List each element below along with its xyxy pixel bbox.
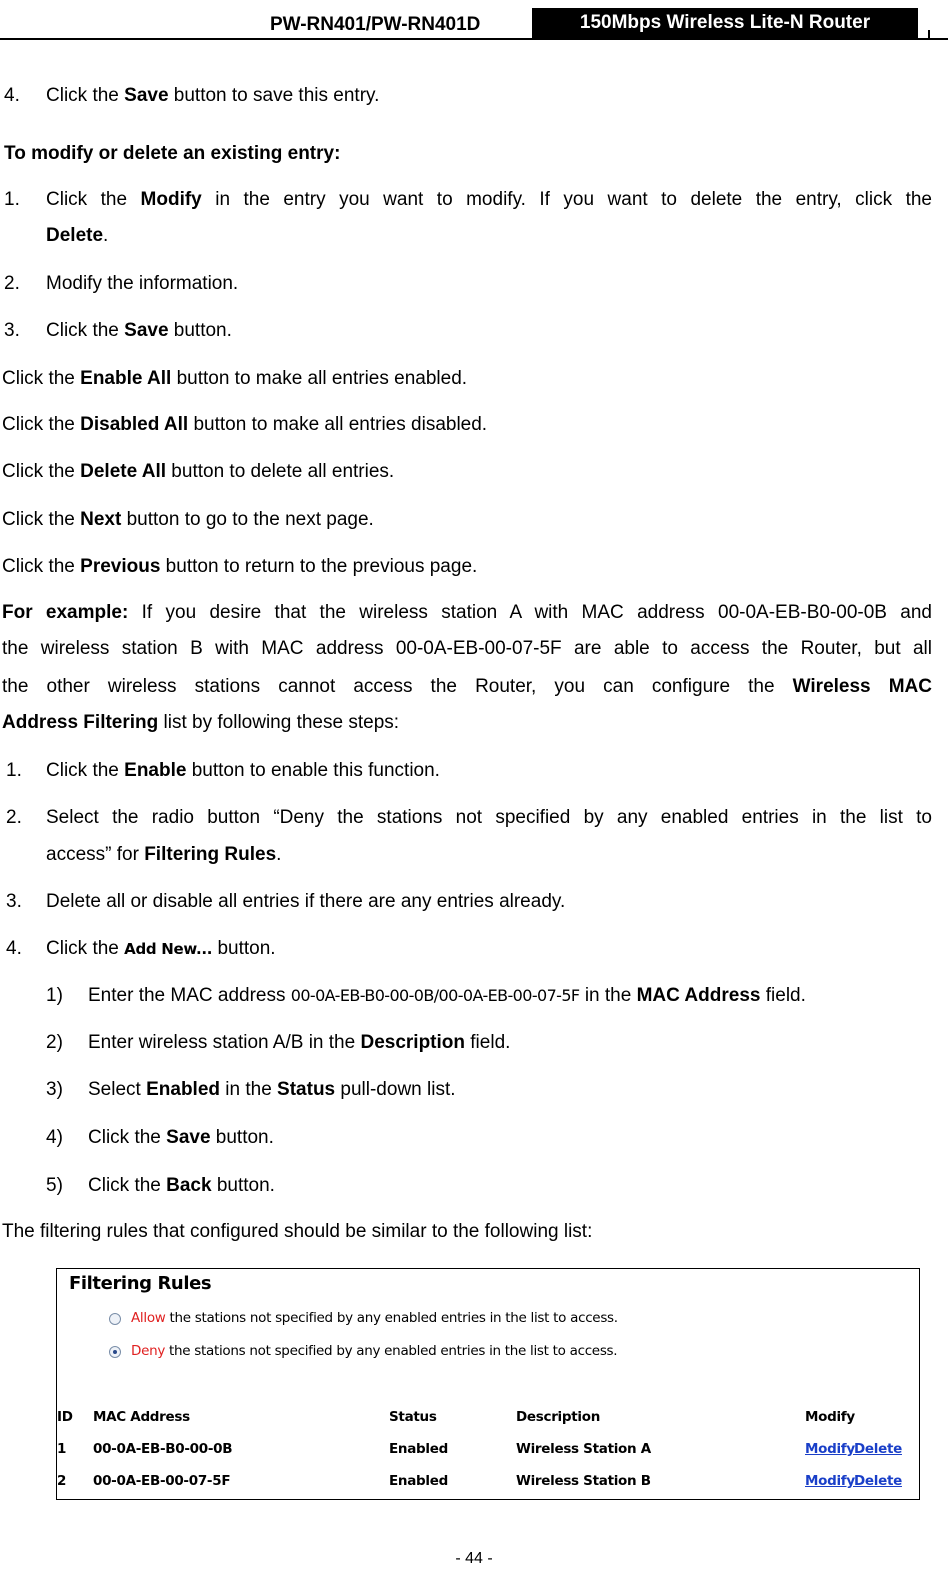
modify-step-3-text: Click the Save button.: [46, 320, 232, 341]
substep-3-number: 3): [46, 1079, 63, 1100]
substep-5-number: 5): [46, 1175, 63, 1196]
step-4b-text: Click the Add New... button.: [46, 938, 276, 959]
substep-2-text: Enter wireless station A/B in the Description field.: [88, 1032, 511, 1053]
deny-radio[interactable]: [109, 1346, 121, 1358]
header-model: PW-RN401/PW-RN401D: [270, 14, 481, 35]
row-2-id: 2: [57, 1473, 67, 1489]
filtering-rules-screenshot: [56, 1268, 920, 1500]
step-3-number: 3.: [6, 891, 22, 912]
modify-step-3-number: 3.: [4, 320, 20, 341]
substep-4-text: Click the Save button.: [88, 1127, 274, 1148]
step-1-number: 1.: [6, 760, 22, 781]
allow-radio[interactable]: [109, 1313, 121, 1325]
modify-step-1-line-1: Click the Modify in the entry you want to modify. If you want to delete the entry, click the: [46, 189, 932, 210]
substep-5-text: Click the Back button.: [88, 1175, 275, 1196]
step-4-text: Click the Save button to save this entry.: [46, 85, 380, 106]
page-header: [0, 8, 948, 40]
step-2-line-1: Select the radio button “Deny the stations not specified by any enabled entries in the list to: [46, 807, 932, 828]
final-sentence: The filtering rules that configured should be similar to the following list:: [2, 1221, 593, 1242]
header-rule: [0, 38, 948, 40]
row-2-description: Wireless Station B: [516, 1473, 651, 1489]
example-line-4: Address Filtering list by following these steps:: [2, 712, 400, 733]
row-2-modify-link[interactable]: Modify: [805, 1473, 855, 1489]
example-line-2: the wireless station B with MAC address 00-0A-EB-00-07-5F are able to access the Router, but all: [2, 638, 932, 659]
substep-1-number: 1): [46, 985, 63, 1006]
row-2-delete-link[interactable]: Delete: [854, 1473, 902, 1489]
deny-rule-text: Deny the stations not specified by any enabled entries in the list to access.: [131, 1343, 618, 1359]
filtering-rules-title: Filtering Rules: [69, 1273, 212, 1294]
disabled-all-instruction: Click the Disabled All button to make all entries disabled.: [2, 414, 488, 435]
column-header-id: ID: [57, 1409, 73, 1425]
page-number: - 44 -: [455, 1550, 493, 1567]
step-4-number: 4.: [4, 85, 20, 106]
step-1-text: Click the Enable button to enable this function.: [46, 760, 440, 781]
row-1-id: 1: [57, 1441, 67, 1457]
header-product: 150Mbps Wireless Lite-N Router: [532, 8, 918, 38]
substep-1-text: Enter the MAC address 00-0A-EB-B0-00-0B/00-0A-EB-00-07-5F in the MAC Address field.: [88, 985, 806, 1006]
next-instruction: Click the Next button to go to the next page.: [2, 509, 374, 530]
substep-3-text: Select Enabled in the Status pull-down list.: [88, 1079, 456, 1100]
column-header-status: Status: [389, 1409, 437, 1425]
modify-step-1-number: 1.: [4, 189, 20, 210]
modify-step-1-line-2: Delete.: [46, 225, 109, 246]
step-4b-number: 4.: [6, 938, 22, 959]
substep-4-number: 4): [46, 1127, 63, 1148]
step-2-number: 2.: [6, 807, 22, 828]
enable-all-instruction: Click the Enable All button to make all entries enabled.: [2, 368, 468, 389]
row-1-status: Enabled: [389, 1441, 448, 1457]
allow-rule-text: Allow the stations not specified by any enabled entries in the list to access.: [131, 1310, 618, 1326]
row-1-mac: 00-0A-EB-B0-00-0B: [93, 1441, 233, 1457]
row-1-description: Wireless Station A: [516, 1441, 651, 1457]
column-header-mac: MAC Address: [93, 1409, 190, 1425]
modify-step-2-text: Modify the information.: [46, 273, 239, 294]
step-2-line-2: access” for Filtering Rules.: [46, 844, 282, 865]
row-1-modify-link[interactable]: Modify: [805, 1441, 855, 1457]
example-line-3: the other wireless stations cannot access the Router, you can configure the Wireless MAC: [2, 676, 932, 697]
header-tick: [928, 30, 930, 40]
substep-2-number: 2): [46, 1032, 63, 1053]
delete-all-instruction: Click the Delete All button to delete all entries.: [2, 461, 395, 482]
row-2-mac: 00-0A-EB-00-07-5F: [93, 1473, 231, 1489]
modify-step-2-number: 2.: [4, 273, 20, 294]
step-3-text: Delete all or disable all entries if there are any entries already.: [46, 891, 566, 912]
column-header-description: Description: [516, 1409, 601, 1425]
example-line-1: For example: If you desire that the wireless station A with MAC address 00-0A-EB-B0-00-0B and: [2, 602, 933, 623]
modify-heading: To modify or delete an existing entry:: [4, 143, 341, 164]
row-1-delete-link[interactable]: Delete: [854, 1441, 902, 1457]
row-2-status: Enabled: [389, 1473, 448, 1489]
previous-instruction: Click the Previous button to return to the previous page.: [2, 556, 478, 577]
column-header-modify: Modify: [805, 1409, 855, 1425]
